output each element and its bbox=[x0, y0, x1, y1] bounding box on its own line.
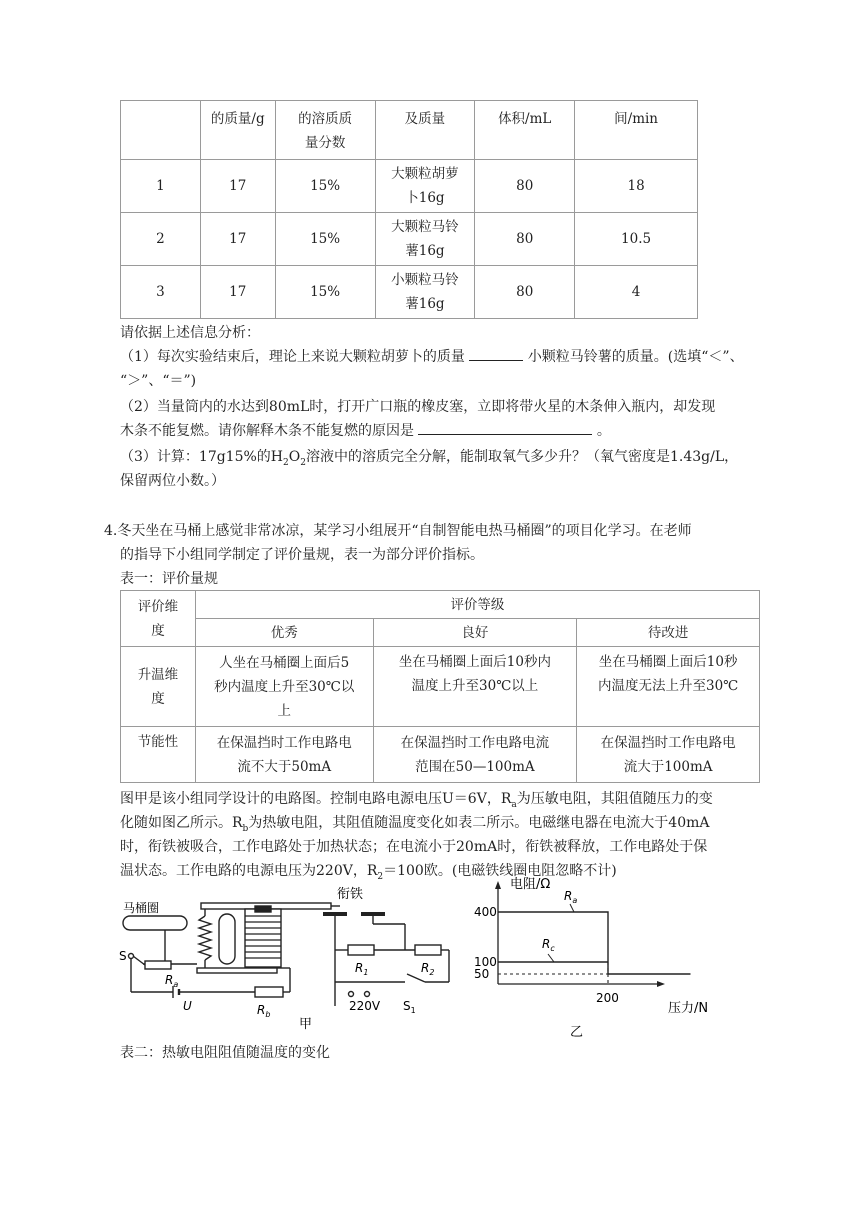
header-cell: 体积/mL bbox=[475, 101, 575, 160]
header-cell: 及质量 bbox=[375, 101, 475, 160]
table-cell: 17 bbox=[200, 213, 275, 266]
table-row bbox=[121, 266, 698, 319]
rubric-cell: 在保温挡时工作电路电流 范围在50—100mA bbox=[373, 727, 577, 783]
table-row bbox=[121, 213, 698, 266]
table-header-row bbox=[121, 101, 698, 160]
question-1: （1）每次实验结束后，理论上来说大颗粒胡萝卜的质量 小颗粒马铃薯的质量。(选填“＜”、 bbox=[120, 346, 744, 368]
table-cell: 2 bbox=[121, 213, 201, 266]
y-axis-label: 电阻/Ω bbox=[510, 877, 551, 892]
rubric-cell: 坐在马桶圈上面后10秒内 温度上升至30℃以上 bbox=[373, 647, 577, 727]
resistance-pressure-chart bbox=[470, 876, 740, 1040]
header-cell: 间/min bbox=[575, 101, 698, 160]
q4-intro-line2: 的指导下小组同学制定了评价量规，表一为部分评价指标。 bbox=[120, 547, 484, 563]
rubric-level-header: 评价等级 bbox=[195, 591, 759, 619]
table-cell: 18 bbox=[575, 160, 698, 213]
series-label: $R_a$ bbox=[564, 889, 578, 905]
table-cell: 小颗粒马铃 薯16g bbox=[375, 266, 475, 319]
r2-label: $R_2$ bbox=[421, 961, 435, 977]
table2-title: 表二：热敏电阻阻值随温度的变化 bbox=[120, 1045, 330, 1061]
s-label: S bbox=[119, 949, 127, 963]
ra-label: $R_a$ bbox=[165, 973, 179, 989]
question-3-line2: 保留两位小数。） bbox=[120, 473, 225, 489]
y-tick-label: 50 bbox=[474, 967, 490, 981]
table-cell: 17 bbox=[200, 160, 275, 213]
rubric-row-dim: 升温维 度 bbox=[121, 647, 196, 727]
experiment-table bbox=[120, 100, 698, 319]
rb-label: $R_b$ bbox=[257, 1003, 271, 1019]
rubric-cell: 在保温挡时工作电路电 流大于100mA bbox=[577, 727, 760, 783]
header-cell: 的质量/g bbox=[200, 101, 275, 160]
voltage-label: 220V bbox=[349, 999, 381, 1013]
analysis-intro: 请依据上述信息分析： bbox=[120, 325, 260, 341]
rubric-table bbox=[120, 590, 760, 783]
level-improve: 待改进 bbox=[577, 619, 760, 647]
table-cell: 10.5 bbox=[575, 213, 698, 266]
answer-blank-2[interactable] bbox=[418, 420, 592, 435]
question-1-options: “＞”、“＝”) bbox=[120, 373, 197, 389]
table-cell: 17 bbox=[200, 266, 275, 319]
seat-label: 马桶圈 bbox=[123, 901, 160, 915]
series-line-r-a bbox=[498, 912, 691, 974]
rubric-row-dim: 节能性 bbox=[121, 727, 196, 783]
level-excellent: 优秀 bbox=[195, 619, 373, 647]
answer-blank-1[interactable] bbox=[469, 346, 523, 361]
header-cell bbox=[121, 101, 201, 160]
table-cell: 15% bbox=[275, 160, 375, 213]
table-cell: 1 bbox=[121, 160, 201, 213]
question-3-line1: （3）计算：17g15%的$H_2O_2$溶液中的溶质完全分解，能制取氧气多少升？（氧气密度是1.43g/L， bbox=[120, 449, 739, 468]
q4-para-line2: 化随如图乙所示。$R_b$为热敏电阻，其阻值随温度变化如表二所示。电磁继电器在电流大于40mA bbox=[120, 815, 710, 834]
series-label: $R_c$ bbox=[542, 937, 555, 953]
table-cell: 80 bbox=[475, 213, 575, 266]
table-cell: 15% bbox=[275, 266, 375, 319]
question-2-line2: 木条不能复燃。请你解释木条不能复燃的原因是 。 bbox=[120, 420, 611, 442]
r1-label: $R_1$ bbox=[355, 961, 369, 977]
table-cell: 大颗粒胡萝 卜16g bbox=[375, 160, 475, 213]
s1-label: $S_1$ bbox=[403, 999, 416, 1015]
question-2-line1: （2）当量筒内的水达到80mL时，打开广口瓶的橡皮塞，立即将带火星的木条伸入瓶内，却发现 bbox=[120, 399, 716, 415]
table1-title: 表一：评价量规 bbox=[120, 571, 218, 587]
circuit-diagram bbox=[115, 876, 455, 1040]
level-good: 良好 bbox=[373, 619, 577, 647]
table-cell: 80 bbox=[475, 160, 575, 213]
x-tick-label: 200 bbox=[596, 991, 619, 1005]
u-label: U bbox=[183, 999, 192, 1013]
series-leader-line bbox=[570, 904, 574, 912]
table-row bbox=[121, 160, 698, 213]
q4-intro-line1: 4.冬天坐在马桶上感觉非常冰凉，某学习小组展开“自制智能电热马桶圈”的项目化学习。在老师 bbox=[104, 523, 692, 539]
figure-jia-caption: 甲 bbox=[299, 1017, 313, 1032]
rubric-dim-header: 评价维 度 bbox=[121, 591, 196, 647]
table-cell: 4 bbox=[575, 266, 698, 319]
table-cell: 3 bbox=[121, 266, 201, 319]
table-cell: 80 bbox=[475, 266, 575, 319]
series-leader-line bbox=[548, 954, 554, 962]
table-cell: 大颗粒马铃 薯16g bbox=[375, 213, 475, 266]
y-tick-label: 100 bbox=[474, 955, 497, 969]
rubric-cell: 坐在马桶圈上面后10秒 内温度无法上升至30℃ bbox=[577, 647, 760, 727]
q4-para-line1: 图甲是该小组同学设计的电路图。控制电路电源电压U＝6V，$R_a$为压敏电阻，其阻值随压力的变 bbox=[120, 791, 713, 810]
q4-para-line3: 时，衔铁被吸合，工作电路处于加热状态；在电流小于20mA时，衔铁被释放，工作电路处于保 bbox=[120, 839, 708, 855]
y-tick-label: 400 bbox=[474, 905, 497, 919]
x-axis-label: 压力/N bbox=[668, 1001, 709, 1016]
armature-label: 衔铁 bbox=[337, 887, 364, 902]
table-cell: 15% bbox=[275, 213, 375, 266]
header-cell: 的溶质质 量分数 bbox=[275, 101, 375, 160]
figure-yi-caption: 乙 bbox=[570, 1025, 584, 1040]
rubric-cell: 在保温挡时工作电路电 流不大于50mA bbox=[195, 727, 373, 783]
q4-para-line4: 温状态。工作电路的电源电压为220V，$R_2=100$欧。(电磁铁线圈电阻忽略不计) bbox=[120, 863, 617, 882]
rubric-cell: 人坐在马桶圈上面后5 秒内温度上升至30℃以 上 bbox=[195, 647, 373, 727]
